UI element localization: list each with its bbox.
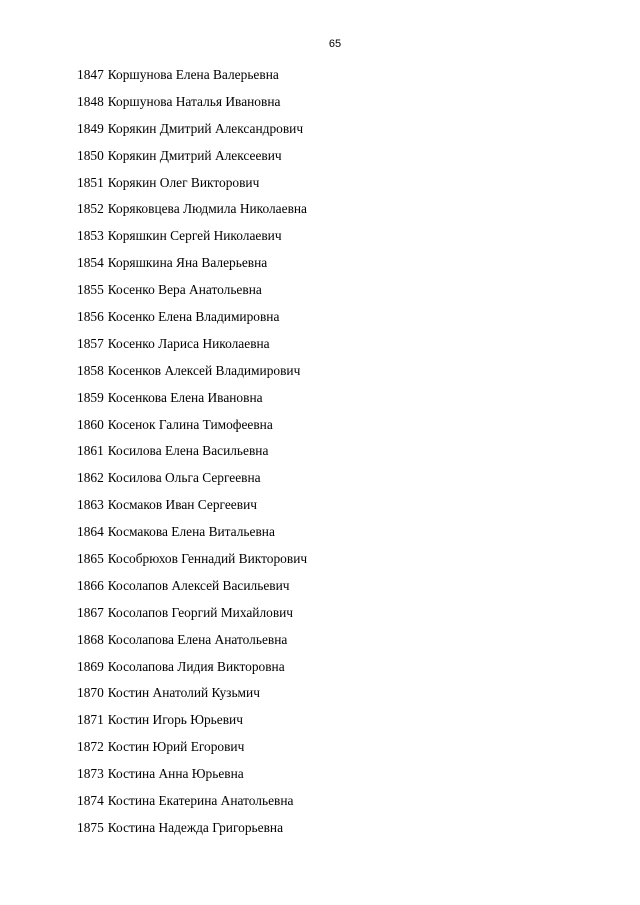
list-item (77, 416, 307, 443)
list-item (77, 765, 307, 792)
entry-number: 1865 (77, 551, 104, 567)
entry-number: 1852 (77, 201, 104, 217)
entry-number: 1850 (77, 147, 104, 163)
entry-number: 1849 (77, 120, 104, 136)
entry-name: Косолапов Алексей Васильевич (107, 577, 290, 593)
list-item (77, 147, 307, 174)
entry-name: Кособрюхов Геннадий Викторович (107, 551, 308, 567)
entry-number: 1853 (77, 228, 104, 244)
page-number: 65 (328, 38, 342, 50)
list-item (77, 631, 307, 658)
list-item (77, 738, 307, 765)
entry-name: Коряковцева Людмила Николаевна (107, 201, 307, 217)
entry-number: 1864 (77, 524, 104, 540)
list-item (77, 200, 307, 227)
list-item (77, 254, 307, 281)
list-item (77, 577, 307, 604)
entry-number: 1862 (77, 470, 104, 486)
entry-name: Косенко Лариса Николаевна (107, 335, 270, 351)
list-item (77, 442, 307, 469)
entry-number: 1875 (77, 819, 104, 835)
entry-number: 1854 (77, 255, 104, 271)
list-item (77, 174, 307, 201)
entry-number: 1861 (77, 443, 104, 459)
list-item (77, 711, 307, 738)
list-item (77, 792, 307, 819)
entry-number: 1869 (77, 658, 104, 674)
entry-name: Костина Екатерина Анатольевна (107, 793, 294, 809)
entry-name: Костина Анна Юрьевна (107, 766, 244, 782)
entry-number: 1866 (77, 577, 104, 593)
entry-number: 1860 (77, 416, 104, 432)
list-item (77, 658, 307, 685)
entry-name: Косенко Вера Анатольевна (107, 282, 262, 298)
entry-number: 1857 (77, 335, 104, 351)
entry-name: Косолапов Георгий Михайлович (107, 604, 294, 620)
list-item (77, 335, 307, 362)
entry-name: Корякин Дмитрий Александрович (107, 120, 304, 136)
list-item (77, 308, 307, 335)
entry-name: Костина Надежда Григорьевна (107, 819, 284, 835)
list-item (77, 469, 307, 496)
list-item (77, 362, 307, 389)
entry-number: 1855 (77, 282, 104, 298)
entry-name: Косилова Ольга Сергеевна (107, 470, 261, 486)
list-item (77, 523, 307, 550)
entry-number: 1848 (77, 93, 104, 109)
entry-number: 1859 (77, 389, 104, 405)
entry-number: 1871 (77, 712, 104, 728)
name-list (77, 66, 307, 846)
entry-name: Костин Анатолий Кузьмич (107, 685, 260, 701)
list-item (77, 227, 307, 254)
entry-number: 1856 (77, 309, 104, 325)
entry-name: Косенок Галина Тимофеевна (107, 416, 273, 432)
entry-number: 1863 (77, 497, 104, 513)
entry-name: Косенко Елена Владимировна (107, 309, 280, 325)
entry-name: Косенкова Елена Ивановна (107, 389, 263, 405)
list-item (77, 281, 307, 308)
entry-number: 1867 (77, 604, 104, 620)
entry-name: Коряшкина Яна Валерьевна (107, 255, 268, 271)
entry-name: Коряшкин Сергей Николаевич (107, 228, 282, 244)
entry-number: 1872 (77, 739, 104, 755)
list-item (77, 66, 307, 93)
entry-number: 1868 (77, 631, 104, 647)
entry-number: 1874 (77, 793, 104, 809)
entry-number: 1851 (77, 174, 104, 190)
list-item (77, 550, 307, 577)
entry-name: Костин Игорь Юрьевич (107, 712, 243, 728)
entry-number: 1870 (77, 685, 104, 701)
entry-name: Космаков Иван Сергеевич (107, 497, 257, 513)
entry-number: 1858 (77, 362, 104, 378)
list-item (77, 93, 307, 120)
entry-name: Костин Юрий Егорович (107, 739, 245, 755)
entry-name: Косолапова Лидия Викторовна (107, 658, 285, 674)
entry-name: Косолапова Елена Анатольевна (107, 631, 288, 647)
entry-name: Коршунова Наталья Ивановна (107, 93, 281, 109)
entry-number: 1873 (77, 766, 104, 782)
entry-name: Корякин Олег Викторович (107, 174, 260, 190)
entry-name: Косилова Елена Васильевна (107, 443, 269, 459)
list-item (77, 389, 307, 416)
list-item (77, 496, 307, 523)
list-item (77, 684, 307, 711)
entry-number: 1847 (77, 67, 104, 82)
entry-name: Коршунова Елена Валерьевна (107, 67, 279, 82)
entry-name: Косенков Алексей Владимирович (107, 362, 301, 378)
list-item (77, 120, 307, 147)
list-item (77, 819, 307, 846)
entry-name: Космакова Елена Витальевна (107, 524, 275, 540)
list-item (77, 604, 307, 631)
entry-name: Корякин Дмитрий Алексеевич (107, 147, 282, 163)
